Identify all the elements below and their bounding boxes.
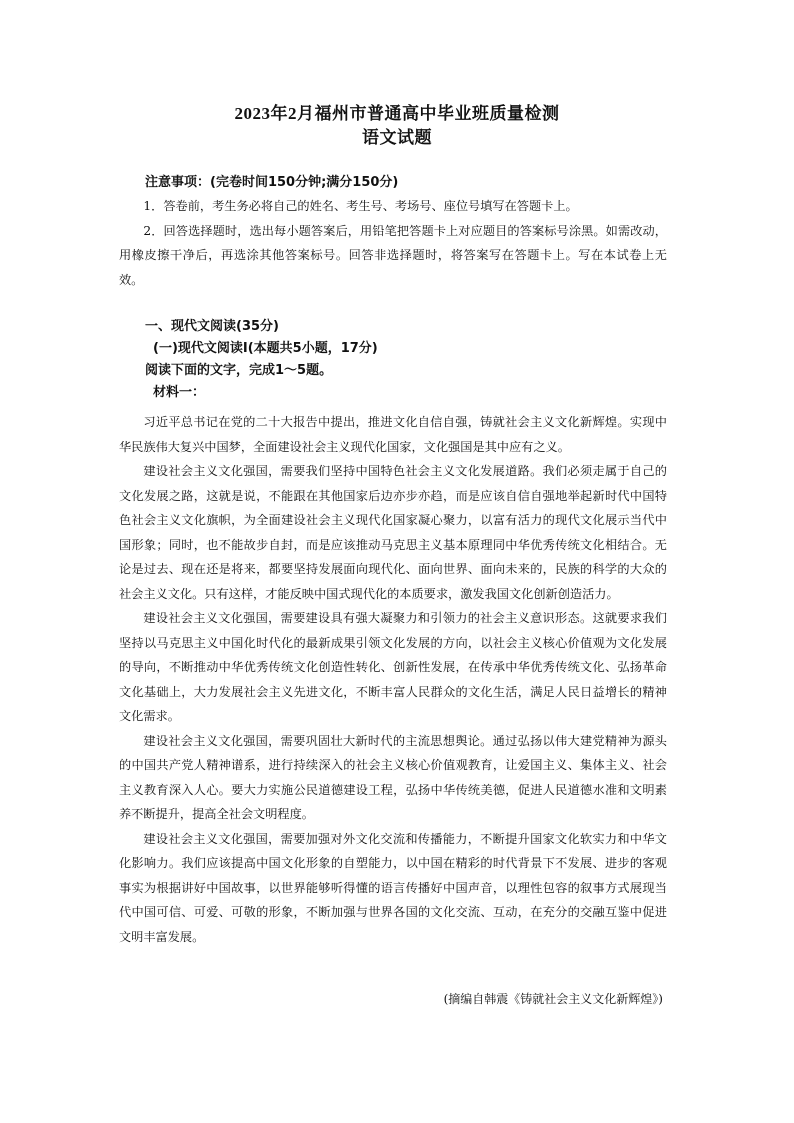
material-label: 材料一： — [153, 385, 206, 400]
passage-paragraph: 建设社会主义文化强国，需要建设具有强大凝聚力和引领力的社会主义意识形态。这就要求我们坚持以马克思主义中国化时代化的最新成果引领文化发展的方向，以社会主义核心价值观为文化发展的导向，不断推动中华优秀传统文化创造性转化、创新性发展，在传承中华优秀传统文化、弘扬革命文化基础上，大力发展社会主义先进文化，不断丰富人民群众的文化生活，满足人民日益增长的精神文化需求。 — [119, 611, 667, 723]
section-heading: 一、现代文阅读(35分) — [145, 319, 279, 334]
section-block — [119, 316, 667, 404]
notice-item-1: 1．答卷前，考生务必将自己的姓名、考生号、考场号、座位号填写在答题卡上。 — [143, 199, 578, 213]
section-sub-heading: (一)现代文阅读Ⅰ(本题共5小题，17分) — [153, 341, 378, 356]
exam-subtitle: 语文试题 — [362, 128, 432, 147]
section-instruction: 阅读下面的文字，完成1～5题。 — [145, 363, 333, 378]
passage-source: (摘编自韩震《铸就社会主义文化新辉煌》) — [443, 992, 663, 1006]
notice-item-2: 2．回答选择题时，选出每小题答案后，用铅笔把答题卡上对应题目的答案标号涂黑。如需改动，用橡皮擦干净后，再选涂其他答案标号。回答非选择题时，将答案写在答题卡上。写在本试卷上无效。 — [119, 223, 667, 287]
passage-paragraph: 建设社会主义文化强国，需要加强对外文化交流和传播能力，不断提升国家文化软实力和中华文化影响力。我们应该提高中国文化形象的自塑能力，以中国在精彩的时代背景下不发展、进步的客观事实为根据讲好中国故事，以世界能够听得懂的语言传播好中国声音，以理性包容的叙事方式展现当代中国可信、可爱、可敬的形象，不断加强与世界各国的文化交流、互动，在充分的交融互鉴中促进文明丰富发展。 — [119, 831, 667, 944]
notice-block — [119, 172, 667, 292]
exam-title: 2023年2月福州市普通高中毕业班质量检测 — [234, 104, 560, 123]
passage-paragraph: 建设社会主义文化强国，需要巩固壮大新时代的主流思想舆论。通过弘扬以伟大建党精神为源头的中国共产党人精神谱系，进行持续深入的社会主义核心价值观教育，让爱国主义、集体主义、社会主义教育深入人心。要大力实施公民道德建设工程，弘扬中华传统美德，促进人民道德水准和文明素养不断提升，提高全社会文明程度。 — [119, 733, 667, 821]
passage-paragraph: 习近平总书记在党的二十大报告中提出，推进文化自信自强，铸就社会主义文化新辉煌。实现中华民族伟大复兴中国梦，全面建设社会主义现代化国家，文化强国是其中应有之义。 — [119, 415, 667, 454]
passage — [119, 410, 667, 949]
passage-paragraph: 建设社会主义文化强国，需要我们坚持中国特色社会主义文化发展道路。我们必须走属于自己的文化发展之路，这就是说，不能跟在其他国家后边亦步亦趋，而是应该自信自强地举起新时代中国特色社会主义文化旗帜，为全面建设社会主义现代化国家凝心聚力，以富有活力的现代文化展示当代中国形象；同时，也不能故步自封，而是应该推动马克思主义基本原理同中华优秀传统文化相结合。无论是过去、现在还是将来，都要坚持发展面向现代化、面向世界、面向未来的，民族的科学的大众的社会主义文化。只有这样，才能反映中国式现代化的本质要求，激发我国文化创新创造活力。 — [119, 464, 667, 601]
notice-heading: 注意事项：(完卷时间150分钟;满分150分) — [145, 175, 399, 190]
